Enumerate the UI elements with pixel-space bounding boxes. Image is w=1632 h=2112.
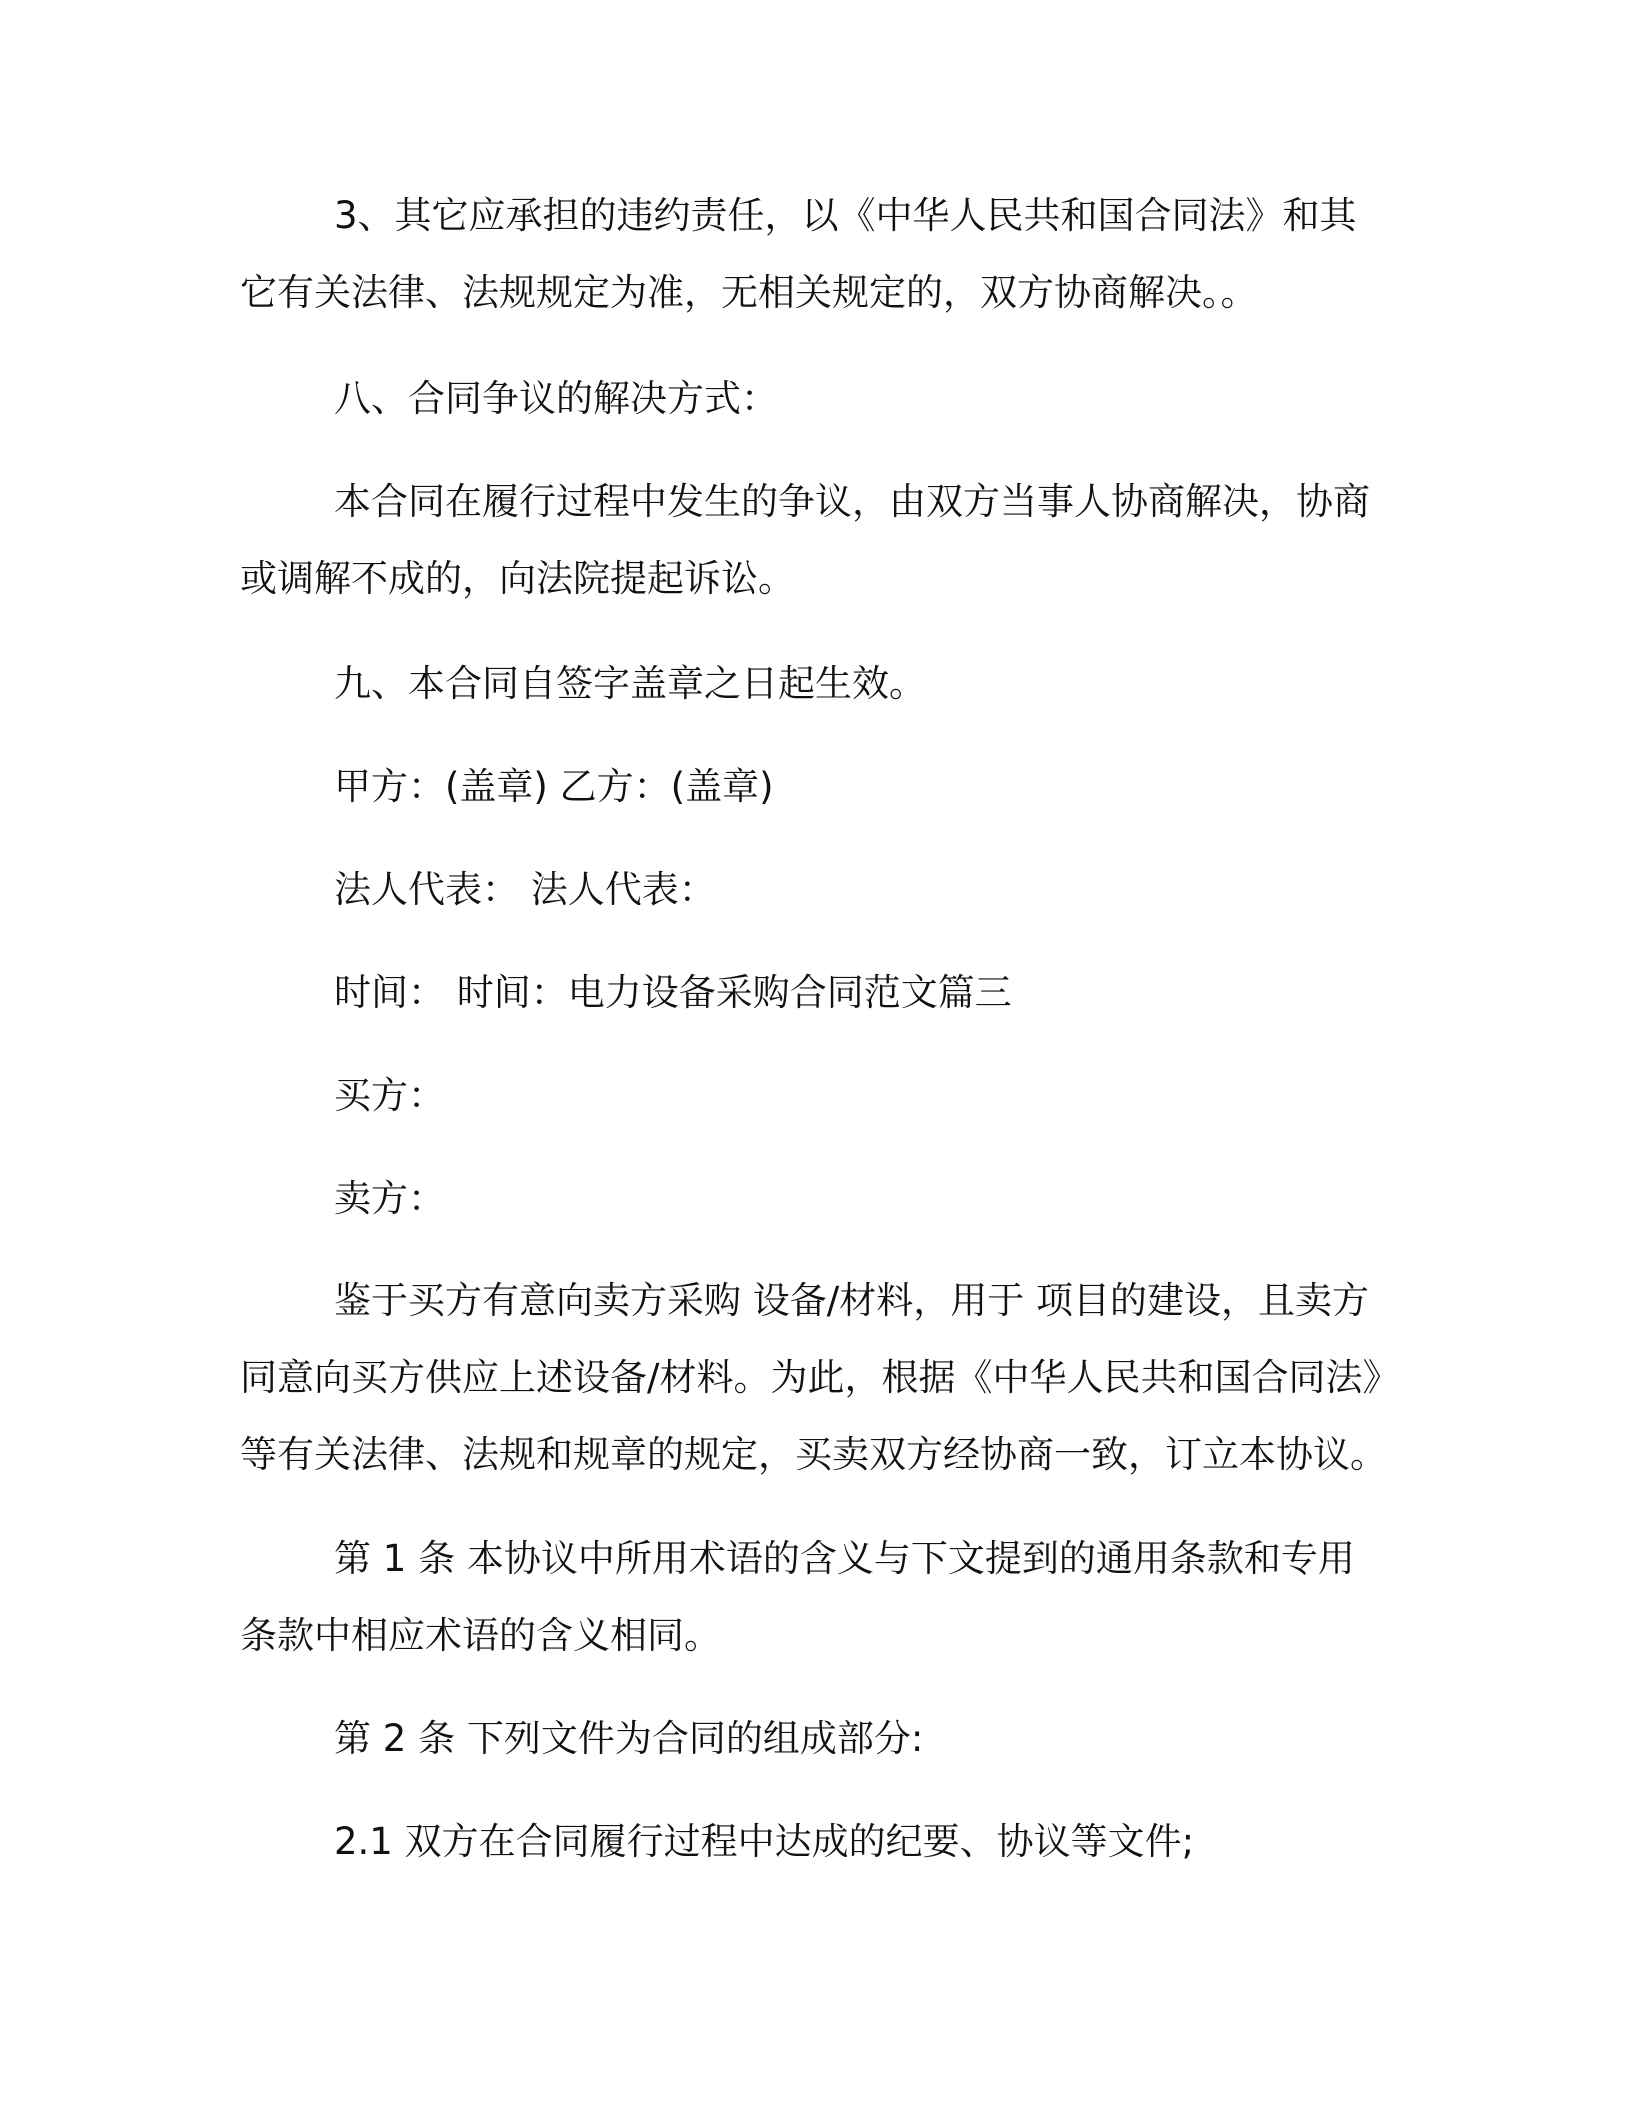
- article-1: [240, 1520, 1400, 1674]
- text-line: 卖方：: [334, 1177, 445, 1220]
- text-line: 本合同在履行过程中发生的争议，由双方当事人协商解决，协商: [334, 480, 1370, 523]
- article-2-1: [240, 1803, 1400, 1880]
- paragraph-effective-date: [240, 645, 1400, 722]
- text-line: 条款中相应术语的含义相同。: [240, 1614, 721, 1657]
- text-line: 第 1 条 本协议中所用术语的含义与下文提到的通用条款和专用: [334, 1537, 1355, 1580]
- text-line: 甲方：(盖章) 乙方：(盖章): [334, 765, 774, 808]
- buyer-label: [240, 1057, 1400, 1134]
- article-2: [240, 1700, 1400, 1777]
- paragraph-breach-liability: [240, 177, 1400, 331]
- text-line: 鉴于买方有意向卖方采购 设备/材料，用于 项目的建设，且卖方: [334, 1279, 1369, 1322]
- text-line: 同意向买方供应上述设备/材料。为此，根据《中华人民共和国合同法》: [240, 1356, 1400, 1399]
- text-line: 2.1 双方在合同履行过程中达成的纪要、协议等文件;: [334, 1820, 1195, 1863]
- signature-party-seals: [240, 748, 1400, 825]
- text-line: 时间： 时间：电力设备采购合同范文篇三: [334, 971, 1012, 1014]
- text-line: 九、本合同自签字盖章之日起生效。: [334, 662, 926, 705]
- text-line: 3、其它应承担的违约责任，以《中华人民共和国合同法》和其: [334, 194, 1357, 237]
- text-line: 或调解不成的，向法院提起诉讼。: [240, 557, 795, 600]
- text-line: 法人代表： 法人代表：: [334, 868, 716, 911]
- signature-dates-and-title: [240, 954, 1400, 1031]
- paragraph-dispute-resolution: [240, 463, 1400, 617]
- seller-label: [240, 1160, 1400, 1237]
- text-line: 等有关法律、法规和规章的规定，买卖双方经协商一致，订立本协议。: [240, 1433, 1387, 1476]
- heading-dispute-resolution: [240, 360, 1400, 437]
- signature-legal-representatives: [240, 851, 1400, 928]
- text-line: 八、合同争议的解决方式：: [334, 377, 778, 420]
- paragraph-whereas: [240, 1262, 1400, 1493]
- text-line: 买方：: [334, 1074, 445, 1117]
- text-line: 第 2 条 下列文件为合同的组成部分:: [334, 1717, 924, 1760]
- text-line: 它有关法律、法规规定为准，无相关规定的，双方协商解决。。: [240, 271, 1258, 314]
